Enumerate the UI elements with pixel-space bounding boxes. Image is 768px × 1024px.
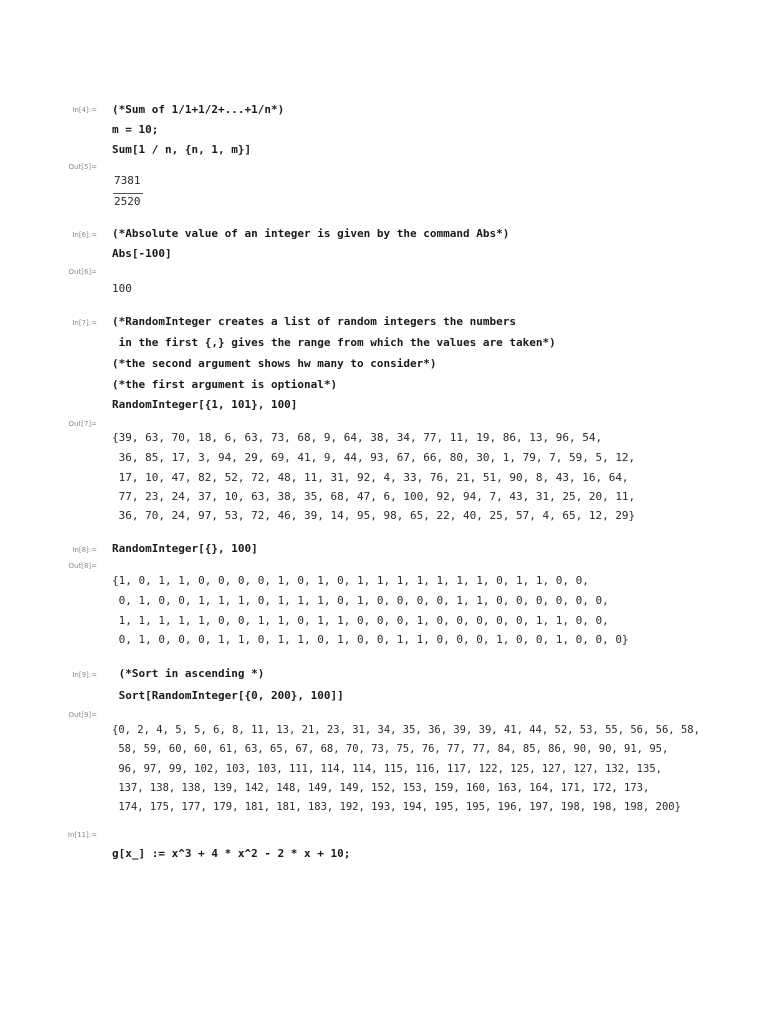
cell-4-output-line: 0, 1, 0, 0, 0, 1, 1, 0, 1, 1, 0, 1, 0, 0, 1, 1, 0, 0, 0, 1, 0, 0, 1, 0, 0, 0} <box>112 633 629 646</box>
fraction-denominator: 2520 <box>114 195 141 208</box>
cell-4-input-line[interactable]: RandomInteger[{}, 100] <box>112 542 258 555</box>
cell-2-out-label: Out[6]= <box>68 268 97 276</box>
cell-3-input-line[interactable]: RandomInteger[{1, 101}, 100] <box>112 398 298 411</box>
cell-3-output-line: 17, 10, 47, 82, 52, 72, 48, 11, 31, 92, 4, 33, 76, 21, 51, 90, 8, 43, 16, 64, <box>112 471 629 484</box>
cell-1-input-line[interactable]: Sum[1 / n, {n, 1, m}] <box>112 143 252 156</box>
cell-3-output-line: 36, 85, 17, 3, 94, 29, 69, 41, 9, 44, 93, 67, 66, 80, 30, 1, 79, 7, 59, 5, 12, <box>112 451 636 464</box>
cell-6-in-label: In[11]:= <box>67 831 97 839</box>
cell-4-out-label: Out[8]= <box>68 562 97 570</box>
cell-3-input-line[interactable]: (*the first argument is optional*) <box>112 378 338 391</box>
cell-5-in-label: In[9]:= <box>72 671 97 679</box>
cell-5-input-line[interactable]: Sort[RandomInteger[{0, 200}, 100]] <box>112 689 344 702</box>
cell-4-output-line: 0, 1, 0, 0, 1, 1, 1, 0, 1, 1, 1, 0, 1, 0, 0, 0, 0, 1, 1, 0, 0, 0, 0, 0, 0, <box>112 594 609 607</box>
cell-3-input-line[interactable]: (*the second argument shows hw many to consider*) <box>112 357 437 370</box>
cell-6-input-line[interactable]: g[x_] := x^3 + 4 * x^2 - 2 * x + 10; <box>112 847 351 860</box>
cell-5-output-line: {0, 2, 4, 5, 5, 6, 8, 11, 13, 21, 23, 31, 34, 35, 36, 39, 39, 41, 44, 52, 53, 55, 56, 56, 58, <box>112 724 700 736</box>
cell-2-input-line[interactable]: (*Absolute value of an integer is given by the command Abs*) <box>112 227 510 240</box>
cell-5-output-line: 58, 59, 60, 60, 61, 63, 65, 67, 68, 70, 73, 75, 76, 77, 77, 84, 85, 86, 90, 90, 91, 95, <box>112 743 669 755</box>
cell-5-output-line: 137, 138, 138, 139, 142, 148, 149, 149, 152, 153, 159, 160, 163, 164, 171, 172, 173, <box>112 782 650 794</box>
cell-3-input-line[interactable]: in the first {,} gives the range from which the values are taken*) <box>112 336 556 349</box>
fraction-bar <box>113 193 143 194</box>
cell-2-output-line: 100 <box>112 282 132 295</box>
cell-3-output-line: 77, 23, 24, 37, 10, 63, 38, 35, 68, 47, 6, 100, 92, 94, 7, 43, 31, 25, 20, 11, <box>112 490 636 503</box>
cell-5-output-line: 96, 97, 99, 102, 103, 103, 111, 114, 114, 115, 116, 117, 122, 125, 127, 127, 132, 135, <box>112 763 662 775</box>
cell-3-input-line[interactable]: (*RandomInteger creates a list of random integers the numbers <box>112 315 516 328</box>
cell-4-output-line: 1, 1, 1, 1, 1, 0, 0, 1, 1, 0, 1, 1, 0, 0, 0, 1, 0, 0, 0, 0, 0, 1, 1, 0, 0, <box>112 614 609 627</box>
cell-3-out-label: Out[7]= <box>68 420 97 428</box>
cell-5-out-label: Out[9]= <box>68 711 97 719</box>
cell-5-output-line: 174, 175, 177, 179, 181, 181, 183, 192, 193, 194, 195, 195, 196, 197, 198, 198, 198, 200} <box>112 801 681 813</box>
fraction-numerator: 7381 <box>114 174 141 187</box>
cell-1-out-label: Out[5]= <box>68 163 97 171</box>
cell-2-in-label: In[6]:= <box>72 231 97 239</box>
cell-1-input-line[interactable]: m = 10; <box>112 123 159 136</box>
cell-3-in-label: In[7]:= <box>72 319 97 327</box>
cell-1-input-line[interactable]: (*Sum of 1/1+1/2+...+1/n*) <box>112 103 285 116</box>
cell-5-input-line[interactable]: (*Sort in ascending *) <box>112 667 265 680</box>
cell-3-output-line: {39, 63, 70, 18, 6, 63, 73, 68, 9, 64, 38, 34, 77, 11, 19, 86, 13, 96, 54, <box>112 431 603 444</box>
cell-3-output-line: 36, 70, 24, 97, 53, 72, 46, 39, 14, 95, 98, 65, 22, 40, 25, 57, 4, 65, 12, 29} <box>112 509 636 522</box>
cell-2-input-line[interactable]: Abs[-100] <box>112 247 172 260</box>
cell-4-in-label: In[8]:= <box>72 546 97 554</box>
cell-1-in-label: In[4]:= <box>72 106 97 114</box>
cell-4-output-line: {1, 0, 1, 1, 0, 0, 0, 0, 1, 0, 1, 0, 1, 1, 1, 1, 1, 1, 1, 0, 1, 1, 0, 0, <box>112 574 589 587</box>
